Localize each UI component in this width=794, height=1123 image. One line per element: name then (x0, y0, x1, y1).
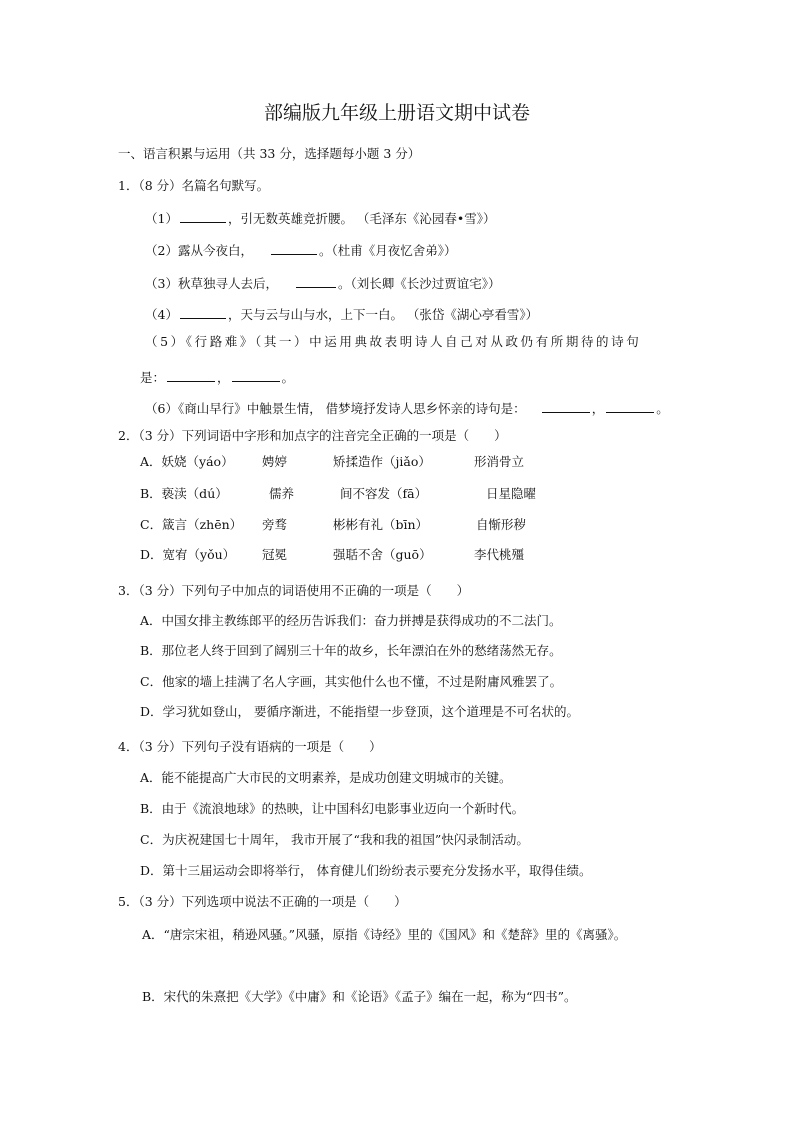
q1-item-2 (145, 242, 456, 258)
q2-option-d-word1: D．宽宥（yǒu） (140, 547, 236, 562)
q2-option-a-word3: 矫揉造作（jiǎo） (333, 454, 431, 469)
answer-blank[interactable] (180, 306, 226, 319)
q2-option-c-word2: 旁骛 (262, 517, 288, 532)
q1-item-4 (145, 306, 538, 322)
separator: ， (217, 370, 230, 385)
q2-option-c-word4: 自惭形秽 (476, 517, 527, 532)
question-1-heading: 1．（8 分）名篇名句默写。 (118, 178, 270, 193)
question-2-heading: 2．（3 分）下列词语中字形和加点字的注音完全正确的一项是（ ） (118, 428, 507, 443)
q3-option-d: D．学习犹如登山， 要循序渐进，不能指望一步登顶，这个道理是不可名状的。 (140, 704, 579, 719)
answer-blank[interactable] (296, 275, 336, 288)
section-heading: 一、语言积累与运用（共 33 分，选择题每小题 3 分） (118, 146, 421, 161)
answer-blank[interactable] (271, 242, 317, 255)
q2-option-a-word1: A．妖娆（yáo） (140, 454, 234, 469)
answer-blank[interactable] (180, 210, 226, 223)
period: 。 (656, 401, 669, 416)
q2-option-b-word2: 儒养 (269, 486, 295, 501)
q4-option-b: B．由于《流浪地球》的热映，让中国科幻电影事业迈向一个新时代。 (140, 801, 525, 816)
q2-option-c-word3: 彬彬有礼（bīn） (333, 517, 429, 532)
separator: ， (591, 401, 605, 416)
q2-option-b-word3: 间不容发（fā） (340, 486, 428, 501)
q2-option-a-word2: 娉婷 (262, 454, 288, 469)
answer-blank[interactable] (606, 400, 654, 413)
q2-option-d-word4: 李代桃殭 (474, 547, 525, 562)
q4-option-a: A．能不能提高广大市民的文明素养，是成功创建文明城市的关键。 (140, 770, 512, 785)
period: 。 (281, 370, 295, 385)
q1-item-4-text: ，天与云与山与水，上下一白。 （张岱《湖心亭看雪》） (227, 307, 539, 322)
q3-option-a: A．中国女排主教练郎平的经历告诉我们：奋力拼搏是获得成功的不二法门。 (140, 613, 562, 628)
answer-blank[interactable] (542, 400, 590, 413)
q1-item-1-number: （1） (145, 211, 178, 226)
question-4-heading: 4．（3 分）下列句子没有语病的一项是（ ） (118, 739, 382, 754)
q1-item-6-text: （6）《商山早行》中触景生情， 借梦境抒发诗人思乡怀亲的诗句是： (145, 401, 526, 416)
q2-option-b-word4: 日星隐曜 (486, 486, 537, 501)
q1-item-1 (145, 210, 496, 226)
page-title: 部编版九年级上册语文期中试卷 (263, 102, 530, 124)
q3-option-c: C．他家的墙上挂满了名人字画，其实他什么也不懂，不过是附庸风雅罢了。 (140, 674, 563, 689)
q2-option-b-word1: B．亵渎（dú） (140, 486, 228, 501)
q3-option-b: B．那位老人终于回到了阔别三十年的故乡，长年漂泊在外的愁绪荡然无存。 (140, 643, 562, 658)
q1-item-5-prefix: 是： (140, 370, 166, 385)
q4-option-d: D．第十三届运动会即将举行， 体育健儿们纷纷表示要充分发扬水平，取得佳绩。 (140, 863, 592, 878)
q1-item-2-source: 。（杜甫《月夜忆舍弟》） (318, 243, 457, 258)
q1-item-3-text: （3）秋草独寻人去后， (145, 276, 278, 291)
q1-item-3 (145, 275, 500, 291)
q5-option-a: A．“唐宗宋祖，稍逊风骚。”风骚，原指《诗经》里的《国风》和《楚辞》里的《离骚》。 (142, 927, 627, 942)
question-3-heading: 3．（3 分）下列句子中加点的词语使用不正确的一项是（ ） (118, 583, 470, 598)
q1-item-5: （5）《行路难》（其一）中运用典故表明诗人自己对从政仍有所期待的诗句 (145, 334, 642, 349)
q1-item-1-text: ，引无数英雄竞折腰。 （毛泽东《沁园春•雪》） (227, 211, 496, 226)
q1-item-2-text: （2）露从今夜白， (145, 243, 253, 258)
q1-item-6 (145, 400, 669, 416)
q1-item-4-number: （4） (145, 307, 178, 322)
q1-item-5-answer (140, 369, 294, 385)
q5-option-b: B．宋代的朱熹把《大学》《中庸》和《论语》《孟子》编在一起，称为“四书”。 (142, 989, 577, 1004)
q2-option-a-word4: 形消骨立 (474, 454, 525, 469)
answer-blank[interactable] (167, 369, 215, 382)
q2-option-d-word2: 冠冕 (262, 547, 288, 562)
answer-blank[interactable] (232, 369, 280, 382)
q4-option-c: C．为庆祝建国七十周年， 我市开展了“我和我的祖国”快闪录制活动。 (140, 832, 529, 847)
question-5-heading: 5．（3 分）下列选项中说法不正确的一项是（ ） (118, 894, 407, 909)
q1-item-3-source: 。（刘长卿《长沙过贾谊宅》） (337, 276, 501, 291)
q2-option-d-word3: 强聒不舍（guō） (333, 547, 432, 562)
q2-option-c-word1: C．箴言（zhēn） (140, 517, 243, 532)
